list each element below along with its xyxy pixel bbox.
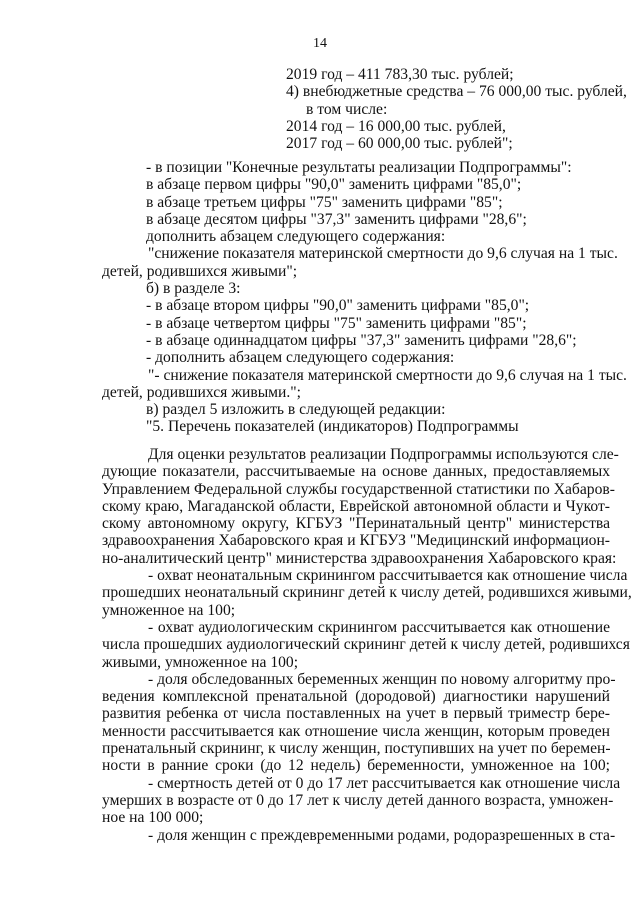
body-line: - доля обследованных беременных женщин по новому алгоритму про- — [148, 670, 616, 688]
section-heading: "5. Перечень показателей (индикаторов) Подпрограммы — [146, 418, 519, 436]
body-line: ное на 100 000; — [102, 809, 204, 827]
amendment-line: детей, родившихся живыми"; — [102, 262, 298, 280]
amendment-line: в абзаце первом цифры "90,0" заменить цифрами "85,0"; — [146, 176, 522, 194]
body-line: развития ребенка от числа поставленных на учет в первый триместр бере- — [102, 705, 610, 723]
amendment-line: - в абзаце четвертом цифры "75" заменить цифрами "85"; — [146, 314, 527, 332]
funding-extrabudget: 4) внебюджетные средства – 76 000,00 тыс. рублей, — [286, 83, 627, 101]
body-line: здравоохранения Хабаровского края и КГБУЗ "Медицинский информацион- — [102, 532, 610, 550]
body-line: дующие показатели, рассчитываемые на основе данных, предоставляемых — [102, 463, 610, 481]
body-line: умноженное на 100; — [102, 601, 236, 619]
amendment-line: в) раздел 5 изложить в следующей редакции: — [146, 401, 446, 419]
body-line: скому автономному округу, КГБУЗ "Перинатальный центр" министерства — [102, 515, 610, 533]
page-number: 14 — [313, 36, 327, 51]
funding-line-2019: 2019 год – 411 783,30 тыс. рублей; — [286, 66, 514, 83]
body-line: умерших в возрасте от 0 до 17 лет к числу детей данного возраста, умножен- — [102, 791, 614, 809]
amendment-line: б) в разделе 3: — [146, 280, 241, 298]
funding-line-2014: 2014 год – 16 000,00 тыс. рублей, — [286, 117, 506, 135]
body-line: - охват аудиологическим скринингом рассчитывается как отношение — [148, 618, 610, 636]
amendment-line: "- снижение показателя материнской смертности до 9,6 случая на 1 тыс. — [148, 366, 627, 384]
body-line: - охват неонатальным скринингом рассчитывается как отношение числа — [148, 567, 628, 585]
body-line: Управлением Федеральной службы государственной статистики по Хабаров- — [102, 480, 615, 498]
amendment-line: - в абзаце втором цифры "90,0" заменить цифрами "85,0"; — [146, 297, 530, 315]
amendment-line: дополнить абзацем следующего содержания: — [146, 228, 446, 246]
amendment-line: - в позиции "Конечные результаты реализации Подпрограммы": — [146, 159, 572, 176]
amendment-line: в абзаце десятом цифры "37,3" заменить цифрами "28,6"; — [146, 210, 527, 228]
amendment-line: в абзаце третьем цифры "75" заменить цифрами "85"; — [146, 193, 503, 211]
funding-including: в том числе: — [306, 100, 388, 118]
funding-line-2017: 2017 год – 60 000,00 тыс. рублей"; — [286, 135, 513, 153]
amendments-block — [0, 159, 640, 436]
body-line: числа прошедших аудиологический скрининг детей к числу детей, родившихся — [102, 636, 630, 654]
amendment-line: детей, родившихся живыми."; — [102, 383, 301, 401]
body-line: менности рассчитывается как отношение числа женщин, которым проведен — [102, 722, 610, 740]
amendment-line: "снижение показателя материнской смертности до 9,6 случая на 1 тыс. — [148, 245, 618, 263]
amendment-line: - дополнить абзацем следующего содержания: — [146, 349, 455, 367]
indicators-body — [0, 446, 640, 844]
body-line: прошедших неонатальный скрининг детей к числу детей, родившихся живыми, — [102, 584, 632, 602]
funding-block — [0, 66, 640, 152]
body-line: скому краю, Магаданской области, Еврейской автономной области и Чукот- — [102, 497, 610, 515]
body-line: но-аналитический центр" министерства здравоохранения Хабаровского края: — [102, 549, 617, 567]
body-line: ведения комплексной пренатальной (дородовой) диагностики нарушений — [102, 688, 610, 706]
body-line: ности в ранние сроки (до 12 недель) беременности, умноженное на 100; — [102, 757, 610, 775]
body-line: - смертность детей от 0 до 17 лет рассчитывается как отношение числа — [148, 774, 621, 792]
body-line: - доля женщин с преждевременными родами, родоразрешенных в ста- — [148, 826, 616, 844]
body-line: Для оценки результатов реализации Подпрограммы используются сле- — [148, 446, 619, 463]
body-line: живыми, умноженное на 100; — [102, 653, 299, 671]
body-line: пренатальный скрининг, к числу женщин, поступивших на учет по беремен- — [102, 740, 611, 758]
amendment-line: - в абзаце одиннадцатом цифры "37,3" заменить цифрами "28,6"; — [146, 331, 577, 349]
